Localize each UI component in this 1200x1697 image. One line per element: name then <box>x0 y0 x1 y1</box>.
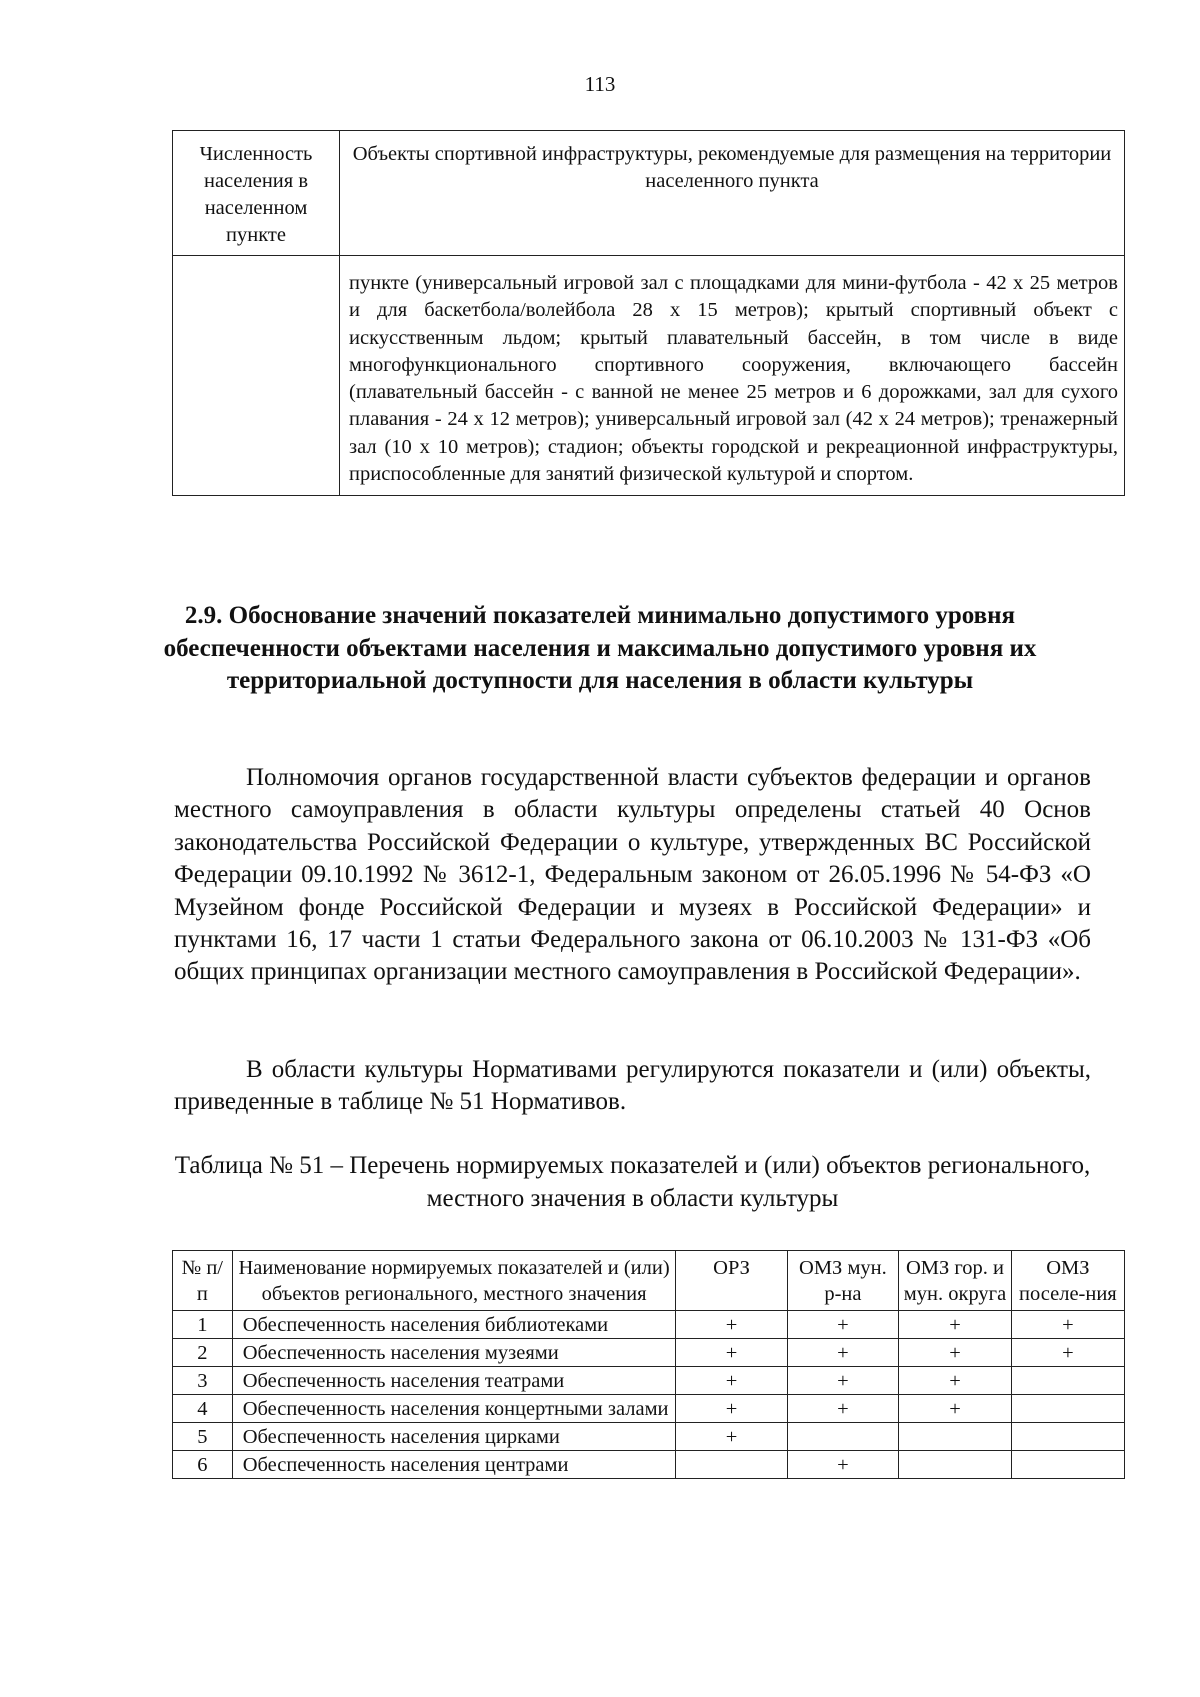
header-omz-mun-district: ОМЗ мун. р-на <box>787 1251 899 1311</box>
table-caption: Таблица № 51 – Перечень нормируемых показателей и (или) объектов регионального, местного значения в области культуры <box>174 1152 1091 1212</box>
row-number: 3 <box>173 1367 233 1395</box>
omz-gor-mark <box>899 1451 1012 1479</box>
table-row <box>173 1339 1125 1367</box>
row-indicator: Обеспеченность населения центрами <box>232 1451 676 1479</box>
row-indicator: Обеспеченность населения цирками <box>232 1423 676 1451</box>
omz-mun-mark: + <box>787 1367 899 1395</box>
body-paragraph: В области культуры Нормативами регулируются показатели и (или) объекты, приведенные в таблице № 51 Нормативов. <box>174 1056 1091 1116</box>
omz-gor-mark <box>899 1423 1012 1451</box>
row-indicator: Обеспеченность населения библиотеками <box>232 1311 676 1339</box>
table-header-row <box>173 1251 1125 1311</box>
header-sports-objects: Объекты спортивной инфраструктуры, рекомендуемые для размещения на территории населенного пункта <box>340 131 1125 256</box>
row-number: 6 <box>173 1451 233 1479</box>
omz-mun-mark: + <box>787 1311 899 1339</box>
page-number: 113 <box>584 72 616 96</box>
header-indicator-name: Наименование нормируемых показателей и (или) объектов регионального, местного значения <box>232 1251 676 1311</box>
row-number: 1 <box>173 1311 233 1339</box>
header-population: Численность населения в населенном пункте <box>173 131 340 256</box>
table-row <box>173 1367 1125 1395</box>
row-indicator: Обеспеченность населения музеями <box>232 1339 676 1367</box>
omz-mun-mark: + <box>787 1339 899 1367</box>
omz-pos-mark <box>1011 1395 1124 1423</box>
header-omz-city-district: ОМЗ гор. и мун. округа <box>899 1251 1012 1311</box>
omz-pos-mark <box>1011 1423 1124 1451</box>
orz-mark: + <box>676 1423 787 1451</box>
omz-gor-mark: + <box>899 1339 1012 1367</box>
omz-gor-mark: + <box>899 1395 1012 1423</box>
sports-infrastructure-table <box>172 130 1125 496</box>
table-row <box>173 256 1125 496</box>
row-number: 4 <box>173 1395 233 1423</box>
section-heading: 2.9. Обоснование значений показателей минимально допустимого уровня обеспеченности объектами населения и максимально допустимого уровня их территориальной доступности для населения в области культуры <box>163 602 1037 694</box>
omz-pos-mark: + <box>1011 1311 1124 1339</box>
omz-gor-mark: + <box>899 1311 1012 1339</box>
orz-mark: + <box>676 1311 787 1339</box>
row-indicator: Обеспеченность населения концертными залами <box>232 1395 676 1423</box>
row-number: 2 <box>173 1339 233 1367</box>
orz-mark: + <box>676 1339 787 1367</box>
omz-mun-mark <box>787 1423 899 1451</box>
omz-gor-mark: + <box>899 1367 1012 1395</box>
orz-mark: + <box>676 1367 787 1395</box>
table-header-row <box>173 131 1125 256</box>
table-row <box>173 1395 1125 1423</box>
omz-mun-mark: + <box>787 1451 899 1479</box>
header-omz-settlement: ОМЗ поселе-ния <box>1011 1251 1124 1311</box>
header-number: № п/п <box>173 1251 233 1311</box>
omz-pos-mark <box>1011 1451 1124 1479</box>
orz-mark <box>676 1451 787 1479</box>
body-paragraph: Полномочия органов государственной власти субъектов федерации и органов местного самоуправления в области культуры определены статьей 40 Основ законодательства Российской Федерации о культуре, утвержденных ВС Российской Федерации 09.10.1992 № 3612-1, Федеральным законом от 26.05.1996 № 54-ФЗ «О Музейном фонде Российской Федерации и музеях в Российской Федерации» и пунктами 16, 17 части 1 статьи Федерального закона от 06.10.2003 № 131-ФЗ «Об общих принципах организации местного самоуправления в Российской Федерации». <box>174 764 1091 986</box>
culture-indicators-table <box>172 1250 1125 1479</box>
omz-pos-mark <box>1011 1367 1124 1395</box>
population-cell <box>173 256 340 496</box>
sports-objects-cell: пункте (универсальный игровой зал с площадками для мини-футбола - 42 х 25 метров и для баскетбола/волейбола 28 х 15 метров); крытый спортивный объект с искусственным льдом; крытый плавательный бассейн, в том числе в виде многофункционального спортивного сооружения, включающего бассейн (плавательный бассейн - с ванной не менее 25 метров и 6 дорожками, зал для сухого плавания - 24 х 12 метров); универсальный игровой зал (42 х 24 метров); тренажерный зал (10 х 10 метров); стадион; объекты городской и рекреационной инфраструктуры, приспособленные для занятий физической культурой и спортом. <box>340 256 1125 496</box>
table-row <box>173 1451 1125 1479</box>
table-row <box>173 1311 1125 1339</box>
row-indicator: Обеспеченность населения театрами <box>232 1367 676 1395</box>
omz-pos-mark: + <box>1011 1339 1124 1367</box>
table-row <box>173 1423 1125 1451</box>
row-number: 5 <box>173 1423 233 1451</box>
header-orz: ОРЗ <box>676 1251 787 1311</box>
omz-mun-mark: + <box>787 1395 899 1423</box>
orz-mark: + <box>676 1395 787 1423</box>
